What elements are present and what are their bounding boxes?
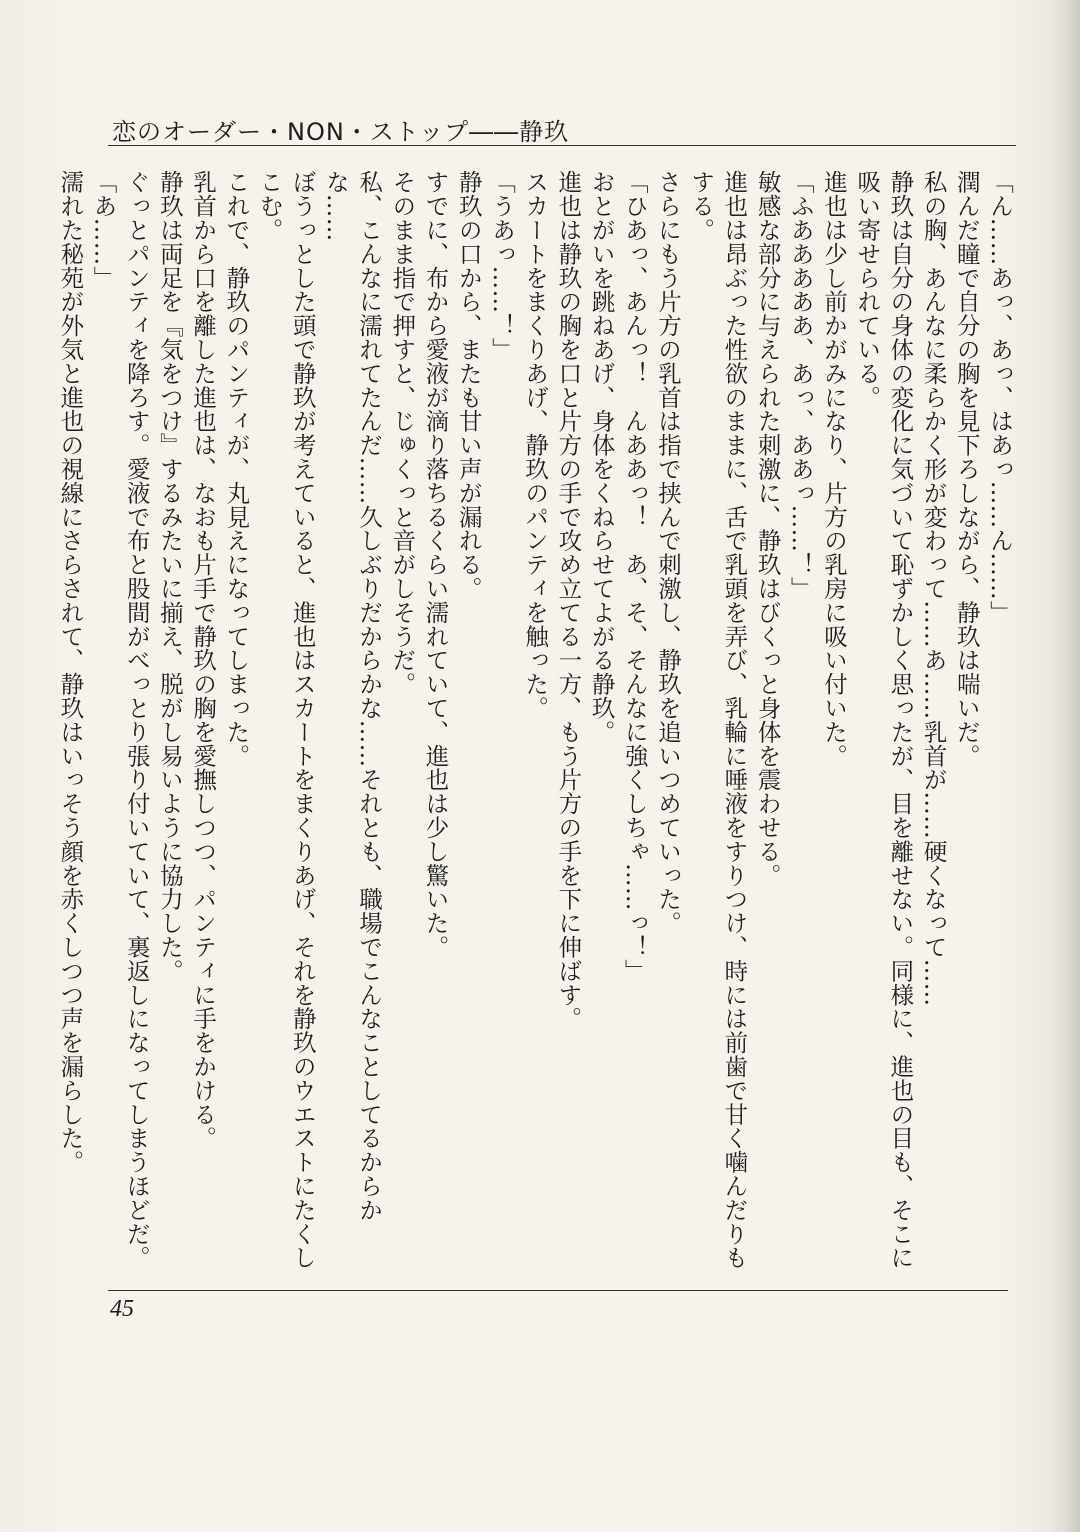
text-line: おとがいを跳ねあげ、身体をくねらせてよがる静玖。 <box>587 170 616 744</box>
text-line: さらにもう片方の乳首は指で挟んで刺激し、静玖を追いつめていった。 <box>653 170 682 935</box>
text-line: スカートをまくりあげ、静玖のパンティを触った。 <box>521 170 550 720</box>
text-line: 「ふあああああ、あっ、ああっ……！」 <box>786 170 815 601</box>
text-line: 私の胸、あんなに柔らかく形が変わって……あ……乳首が……硬くなって…… <box>919 170 948 1007</box>
text-line: 進也は昂ぶった性欲のままに、舌で乳頭を弄び、乳輪に唾液をすりつけ、時には前歯で甘く噛んだりもする。 <box>687 170 749 1270</box>
text-line: 静玖は自分の身体の変化に気づいて恥ずかしく思ったが、目を離せない。同様に、進也の目も、そこに吸い寄せられている。 <box>853 170 915 1270</box>
text-line: すでに、布から愛液が滴り落ちるくらい濡れていて、進也は少し驚いた。 <box>421 170 450 959</box>
header-rule <box>108 145 1016 146</box>
running-header-title: 恋のオーダー・NON・ストップ――静玖 <box>112 118 570 146</box>
text-line: 「ひあっ、あんっ！ んああっ！ あ、そ、そんなに強くしちゃ……っ！」 <box>620 170 649 983</box>
binding-shadow <box>1050 0 1080 1532</box>
text-line: ぐっとパンティを降ろす。愛液で布と股間がべっとり張り付いていて、裏返しになってしまうほどだ。 <box>122 170 151 1270</box>
text-line: 「あ……」 <box>89 170 118 290</box>
text-line: これで、静玖のパンティが、丸見えになってしまった。 <box>222 170 251 768</box>
text-line: 「うあっ……！」 <box>487 170 516 362</box>
page-number: 45 <box>110 1296 134 1322</box>
vertical-body-text <box>53 170 1016 1270</box>
text-line: 乳首から口を離した進也は、なおも片手で静玖の胸を愛撫しつつ、パンティに手をかける。 <box>189 170 218 1150</box>
text-line: 敏感な部分に与えられた刺激に、静玖はびくっと身体を震わせる。 <box>753 170 782 887</box>
text-line: 潤んだ瞳で自分の胸を見下ろしながら、静玖は喘いだ。 <box>952 170 981 768</box>
text-line: 「ん……あっ、あっ、はあっ……ん……」 <box>986 170 1014 625</box>
footer-rule <box>108 1290 1008 1291</box>
text-line: 静玖の口から、またも甘い声が漏れる。 <box>454 170 483 601</box>
text-line: そのまま指で押すと、じゅくっと音がしそうだ。 <box>388 170 417 696</box>
text-line: 進也は少し前かがみになり、片方の乳房に吸い付いた。 <box>819 170 848 768</box>
text-line: 私、こんなに濡れてたんだ……久しぶりだからかな……それとも、職場でこんなことしてるからかな…… <box>321 170 384 1222</box>
text-line: 静玖は両足を『気をつけ』するみたいに揃え、脱がし易いように協力した。 <box>155 170 184 983</box>
text-line: 濡れた秘苑が外気と進也の視線にさらされて、静玖はいっそう顔を赤くしつつ声を漏らした。 <box>56 170 85 1174</box>
text-line: ぼうっとした頭で静玖が考えていると、進也はスカートをまくりあげ、それを静玖のウエストにたくしこむ。 <box>255 170 317 1270</box>
text-line: 進也は静玖の胸を口と片方の手で攻め立てる一方、もう片方の手を下に伸ばす。 <box>554 170 583 1031</box>
